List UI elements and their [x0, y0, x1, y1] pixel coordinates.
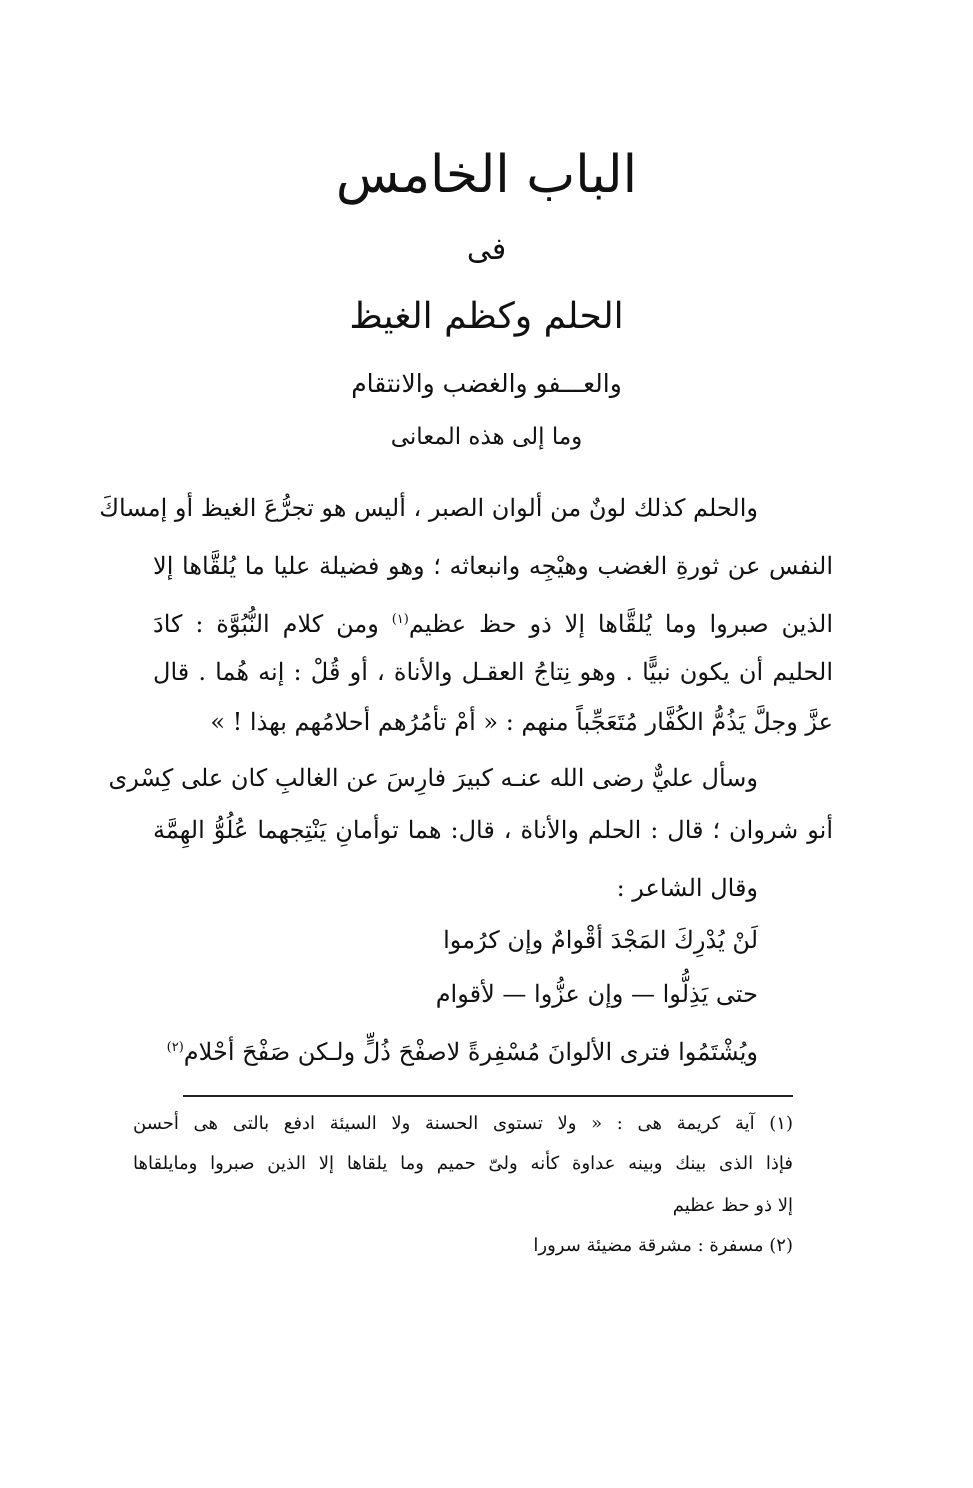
poet-intro: وقال الشاعر : [616, 874, 758, 902]
poem-verse: حتى يَذِلُّوا — وإن عزُّوا — لأقوام [435, 980, 758, 1008]
body-line: والحلم كذلك لونٌ من ألوان الصبر ، أليس هو تجرُّعَ الغيظ أو إمساكَ [99, 494, 758, 522]
body-line: وسأل عليٌّ رضى الله عنـه كبيرَ فارِسَ عن الغالبِ كان على كِسْرى [108, 764, 758, 792]
footnote-line: (٢) مسفرة : مشرقة مضيئة سرورا [533, 1235, 793, 1256]
chapter-title-preposition: فى [466, 232, 507, 267]
body-text: الذين صبروا وما يُلقَّاها إلا ذو حظ عظيم [408, 610, 834, 638]
chapter-title: الباب الخامس [335, 145, 638, 205]
chapter-subject: الحلم وكظم الغيظ [349, 296, 624, 337]
body-line: أنو شروان ؛ قال : الحلم والأناة ، قال: هما توأمانِ يَنْتِجهما عُلُوُّ الهِمَّة [153, 816, 833, 844]
chapter-subject-line-2: والعـــفو والغضب والانتقام [351, 369, 622, 398]
body-line: الحليم أن يكون نبيًّا . وهو نِتاجُ العقـل والأناة ، أو قُلْ : إنه هُما . قال [153, 658, 833, 686]
chapter-subject-line-3: وما إلى هذه المعانى [390, 424, 583, 450]
body-text: ومن كلام النُّبُوَّة : كادَ [153, 610, 392, 638]
footnote-marker: (١) [391, 612, 409, 627]
footnote-line: فإذا الذى بينك وبينه عداوة كأنه ولىّ حميم وما يلقاها إلا الذين صبروا ومايلقاها [133, 1153, 793, 1174]
poem-text: ويُشْتَمُوا فترى الألوانَ مُسْفِرةً لاصفْحَ ذُلٍّ ولـكن صَفْحَ أحْلام [183, 1038, 758, 1066]
body-line: النفس عن ثورةِ الغضب وهيْجِه وانبعاثه ؛ وهو فضيلة عليا ما يُلقَّاها إلا [153, 552, 833, 580]
footnote-divider [183, 1095, 793, 1097]
footnote-line: إلا ذو حظ عظيم [672, 1195, 793, 1216]
footnote-line: (١) آية كريمة هى : « ولا تستوى الحسنة ولا السيئة ادفع بالتى هى أحسن [133, 1113, 793, 1134]
poem-verse: لَنْ يُدْرِكَ المَجْدَ أقْوامٌ وإن كرُموا [443, 926, 758, 954]
body-line: عزَّ وجلَّ يَذُمُّ الكُفَّار مُتَعَجِّباً منهم : « أمْ تأمُرُهم أحلامُهم بهذا ! » [210, 708, 833, 736]
footnote-marker: (٢) [166, 1040, 184, 1055]
poem-verse [153, 1030, 758, 1070]
body-line [153, 602, 833, 642]
